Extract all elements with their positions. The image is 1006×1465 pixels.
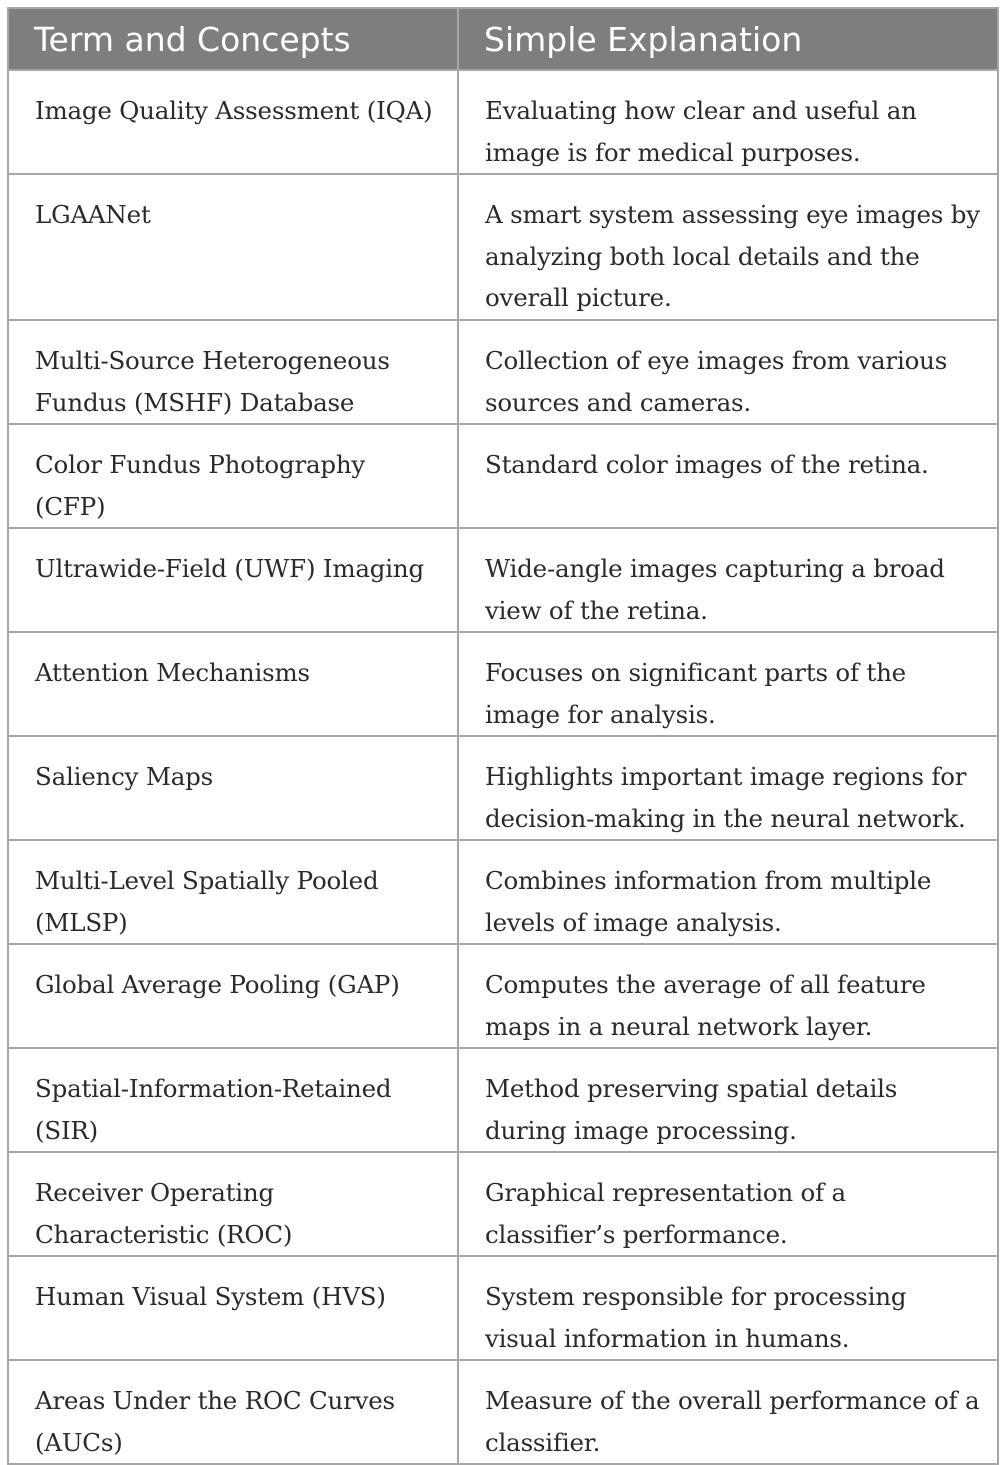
term-cell: Multi-Source Heterogeneous Fundus (MSHF) Database — [8, 320, 458, 424]
explanation-cell: Evaluating how clear and useful an image is for medical purposes. — [458, 70, 998, 174]
explanation-cell: Computes the average of all feature maps in a neural network layer. — [458, 944, 998, 1048]
explanation-cell: Highlights important image regions for decision-making in the neural network. — [458, 736, 998, 840]
header-term: Term and Concepts — [8, 8, 458, 70]
table-row — [8, 320, 998, 424]
table-row — [8, 70, 998, 174]
term-cell: Multi-Level Spatially Pooled (MLSP) — [8, 840, 458, 944]
table-row — [8, 1152, 998, 1256]
term-cell: Color Fundus Photography (CFP) — [8, 424, 458, 528]
term-cell: Global Average Pooling (GAP) — [8, 944, 458, 1048]
term-cell: Ultrawide-Field (UWF) Imaging — [8, 528, 458, 632]
table-header — [8, 8, 998, 70]
header-row — [8, 8, 998, 70]
table-row — [8, 1048, 998, 1152]
explanation-cell: Focuses on significant parts of the image for analysis. — [458, 632, 998, 736]
table-row — [8, 528, 998, 632]
explanation-cell: Standard color images of the retina. — [458, 424, 998, 528]
explanation-cell: Collection of eye images from various sources and cameras. — [458, 320, 998, 424]
term-cell: Image Quality Assessment (IQA) — [8, 70, 458, 174]
term-cell: Areas Under the ROC Curves (AUCs) — [8, 1360, 458, 1464]
table-row — [8, 424, 998, 528]
term-cell: Human Visual System (HVS) — [8, 1256, 458, 1360]
table-row — [8, 632, 998, 736]
table-row — [8, 1360, 998, 1464]
explanation-cell: System responsible for processing visual information in humans. — [458, 1256, 998, 1360]
explanation-cell: Combines information from multiple levels of image analysis. — [458, 840, 998, 944]
term-cell: Receiver Operating Characteristic (ROC) — [8, 1152, 458, 1256]
explanation-cell: Measure of the overall performance of a classifier. — [458, 1360, 998, 1464]
term-cell: Spatial-Information-Retained (SIR) — [8, 1048, 458, 1152]
explanation-cell: A smart system assessing eye images by analyzing both local details and the overall picture. — [458, 174, 998, 320]
header-explanation: Simple Explanation — [458, 8, 998, 70]
table-row — [8, 1256, 998, 1360]
table-row — [8, 174, 998, 320]
table-row — [8, 736, 998, 840]
explanation-cell: Graphical representation of a classifier’s performance. — [458, 1152, 998, 1256]
table-row — [8, 840, 998, 944]
term-cell: LGAANet — [8, 174, 458, 320]
glossary-table — [7, 7, 999, 1465]
table-row — [8, 944, 998, 1048]
term-cell: Saliency Maps — [8, 736, 458, 840]
table-body — [8, 70, 998, 1464]
explanation-cell: Wide-angle images capturing a broad view of the retina. — [458, 528, 998, 632]
explanation-cell: Method preserving spatial details during image processing. — [458, 1048, 998, 1152]
term-cell: Attention Mechanisms — [8, 632, 458, 736]
